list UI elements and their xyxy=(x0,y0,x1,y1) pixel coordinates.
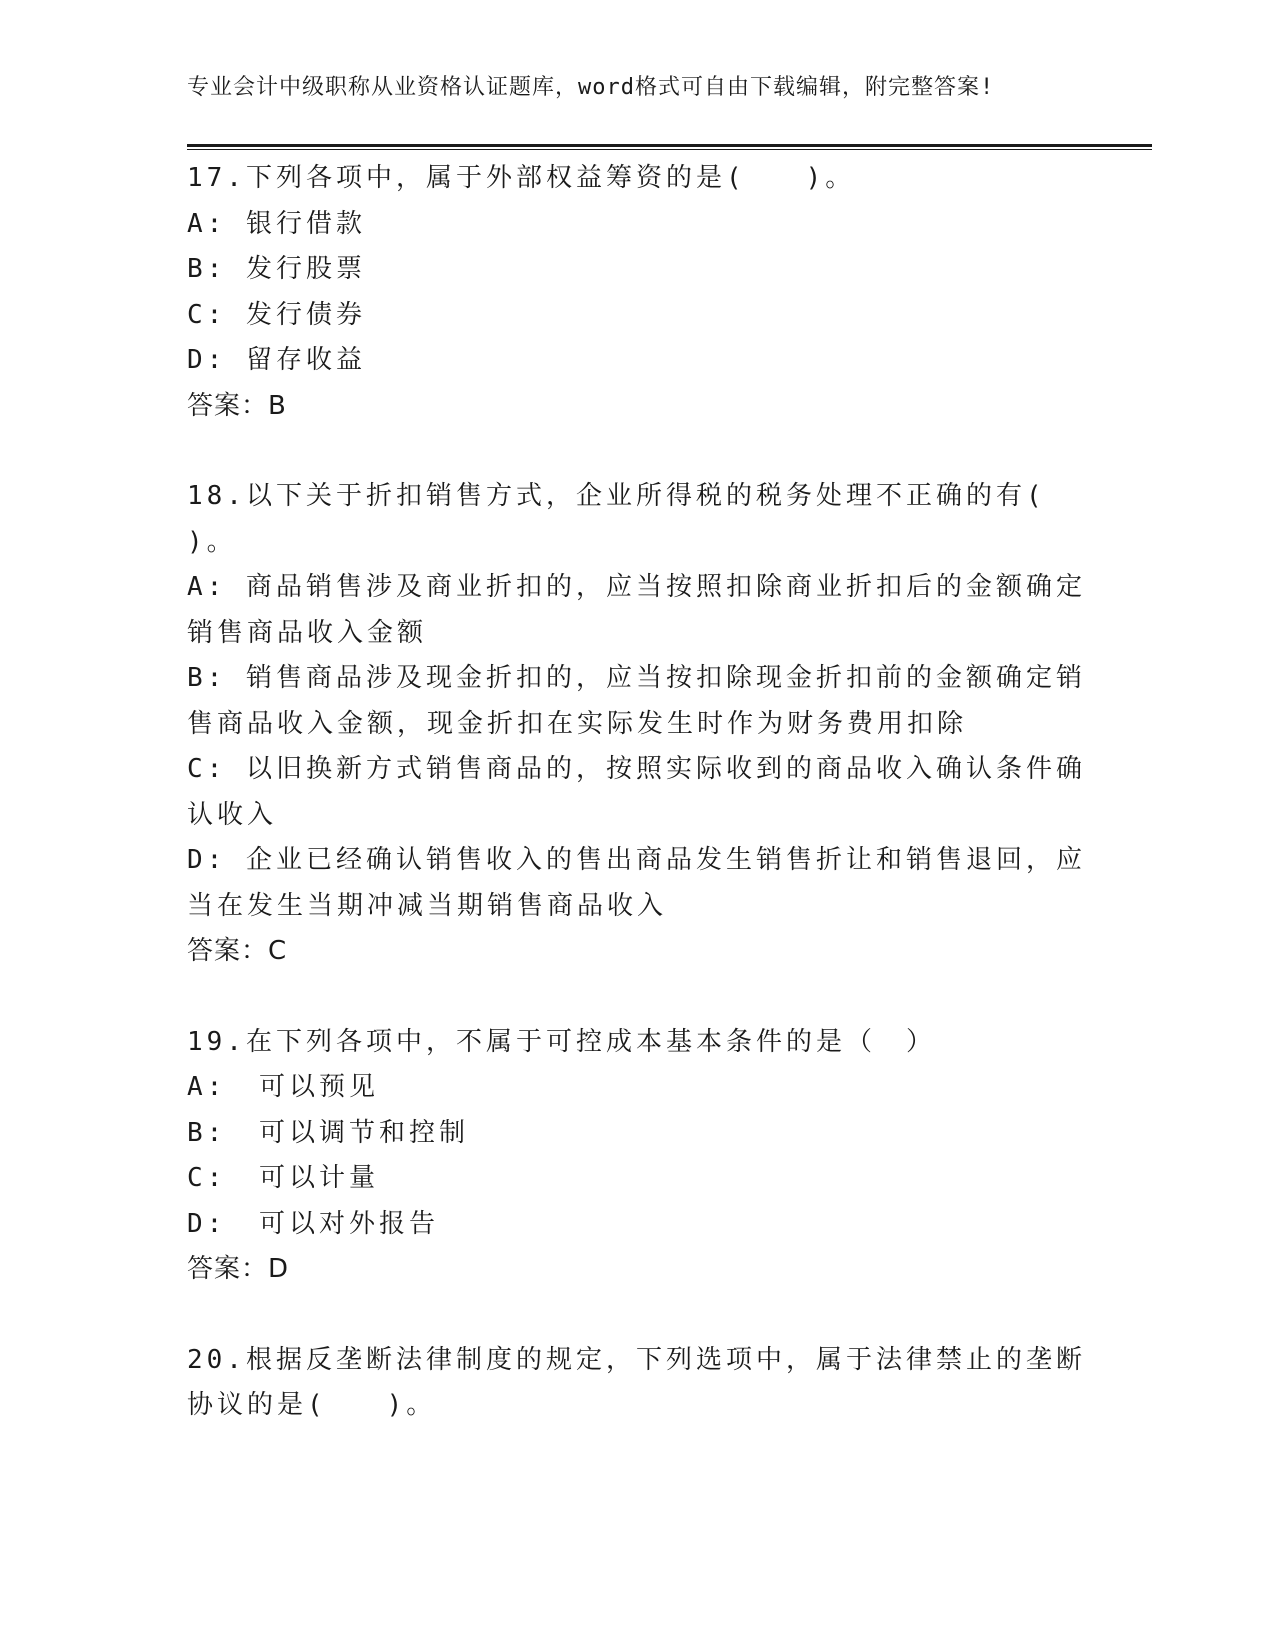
option-letter: A: xyxy=(187,572,227,602)
option-b xyxy=(187,656,1087,747)
option-letter: D: xyxy=(187,845,227,875)
question-20 xyxy=(187,1338,1087,1429)
option-text: 可以预见 xyxy=(259,1072,380,1102)
question-text: 以下关于折扣销售方式，企业所得税的税务处理不正确的有( )。 xyxy=(187,481,1106,557)
option-c xyxy=(187,1156,1087,1202)
answer-line xyxy=(187,929,1087,975)
option-d xyxy=(187,1202,1087,1248)
question-stem xyxy=(187,1338,1087,1429)
question-stem xyxy=(187,1020,1087,1066)
option-text: 可以调节和控制 xyxy=(259,1117,470,1148)
answer-value: D xyxy=(268,1254,290,1284)
option-a xyxy=(187,565,1087,656)
option-text: 商品销售涉及商业折扣的，应当按照扣除商业折扣后的金额确定销售商品收入金额 xyxy=(187,572,1086,648)
question-stem xyxy=(187,474,1106,565)
option-a xyxy=(187,202,1087,248)
option-text: 可以对外报告 xyxy=(259,1208,440,1239)
option-c xyxy=(187,747,1087,838)
question-list xyxy=(187,156,1106,1474)
answer-line xyxy=(187,384,1087,430)
answer-label: 答案： xyxy=(187,1254,269,1284)
option-text: 留存收益 xyxy=(245,345,366,375)
question-number: 20. xyxy=(187,1344,246,1375)
option-text: 销售商品涉及现金折扣的，应当按扣除现金折扣前的金额确定销售商品收入金额，现金折扣在实际发生时作为财务费用扣除 xyxy=(187,663,1086,739)
option-text: 银行借款 xyxy=(245,208,366,239)
option-letter: C: xyxy=(187,1163,227,1193)
header-rule-thick xyxy=(187,144,1152,147)
answer-line xyxy=(187,1247,1087,1293)
option-letter: C: xyxy=(187,754,227,784)
answer-label: 答案： xyxy=(187,936,269,966)
option-letter: B: xyxy=(187,254,227,284)
question-stem xyxy=(187,156,1087,202)
question-17 xyxy=(187,156,1087,429)
option-text: 以旧换新方式销售商品的，按照实际收到的商品收入确认条件确认收入 xyxy=(187,754,1086,830)
question-text: 根据反垄断法律制度的规定，下列选项中，属于法律禁止的垄断协议的是( )。 xyxy=(187,1344,1086,1420)
option-d xyxy=(187,838,1087,929)
answer-value: C xyxy=(268,936,288,966)
question-19 xyxy=(187,1020,1087,1293)
option-text: 发行股票 xyxy=(245,254,366,284)
question-text: 下列各项中，属于外部权益筹资的是( )。 xyxy=(245,163,856,193)
option-b xyxy=(187,1111,1087,1157)
option-letter: B: xyxy=(187,1117,227,1148)
question-text: 在下列各项中，不属于可控成本基本条件的是（ ） xyxy=(245,1026,936,1057)
question-18 xyxy=(187,474,1106,975)
option-c xyxy=(187,293,1087,339)
answer-label: 答案： xyxy=(187,390,269,421)
option-text: 企业已经确认销售收入的售出商品发生销售折让和销售退回，应当在发生当期冲减当期销售商品收入 xyxy=(187,845,1086,921)
option-letter: D: xyxy=(187,345,227,375)
question-number: 17. xyxy=(187,163,246,193)
option-letter: C: xyxy=(187,299,227,330)
option-letter: D: xyxy=(187,1208,227,1239)
question-number: 18. xyxy=(187,481,246,511)
option-letter: B: xyxy=(187,663,227,693)
option-text: 可以计量 xyxy=(259,1163,380,1193)
answer-value: B xyxy=(268,390,287,421)
option-text: 发行债券 xyxy=(245,299,366,330)
question-number: 19. xyxy=(187,1026,246,1057)
option-letter: A: xyxy=(187,1072,227,1102)
page-header: 专业会计中级职称从业资格认证题库，word格式可自由下载编辑，附完整答案! xyxy=(187,75,995,100)
option-b xyxy=(187,247,1087,293)
option-d xyxy=(187,338,1087,384)
option-letter: A: xyxy=(187,208,227,239)
header-rule-thin xyxy=(187,149,1152,150)
option-a xyxy=(187,1065,1087,1111)
